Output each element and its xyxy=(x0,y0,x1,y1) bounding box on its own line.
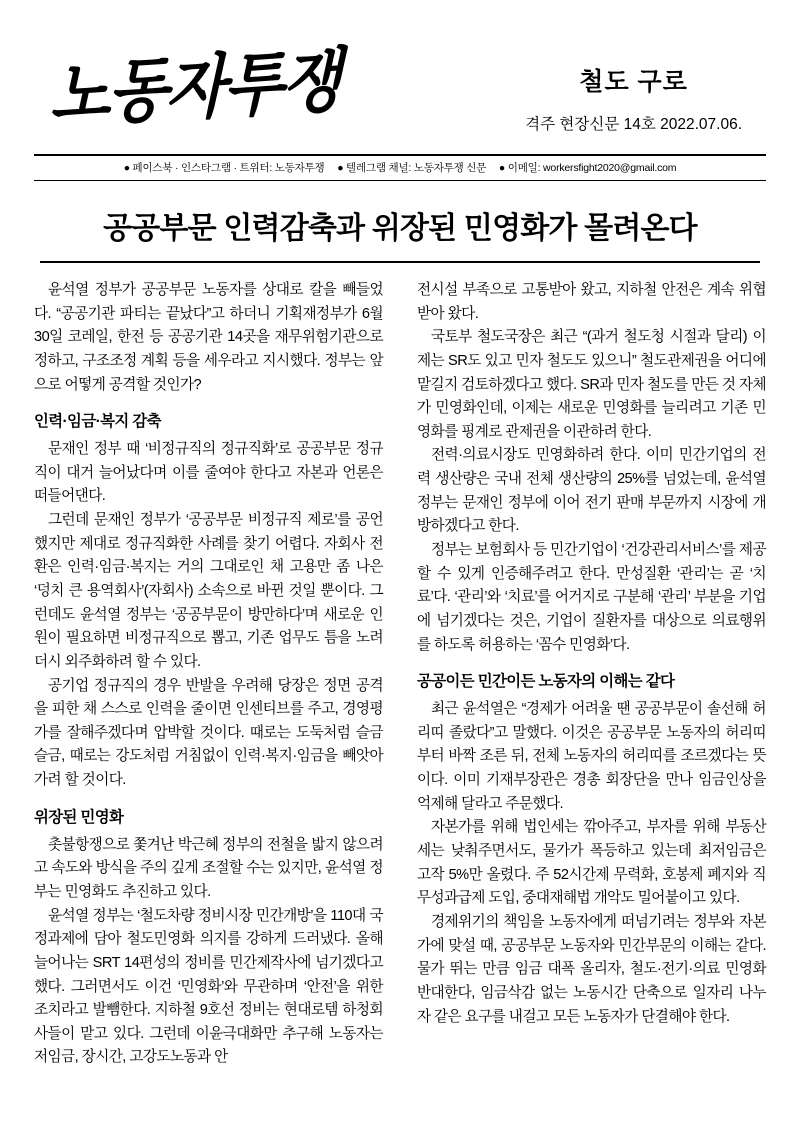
contact-separator-1 xyxy=(327,162,337,174)
body-paragraph: 윤석열 정부는 ‘철도차량 정비시장 민간개방’을 110대 국정과제에 담아 철도민영화 의지를 강하게 드러냈다. 올해 늘어나는 SRT 14편성의 정비를 민간제작사에 넘기겠다고 했다. 그러면서도 이건 ‘민영화’와 무관하며 ‘안전’을 위한 조치라고 발뺌한다. 지하철 9호선 정비는 현대로템 하청회사들이 맡고 있다. 그런데 이윤극대화만 추구해 노동자는 저임금, 장시간, 고강도노동과 안 xyxy=(34,907,383,1066)
body-paragraph: 전시설 부족으로 고통받아 왔고, 지하철 안전은 계속 위협받아 왔다. xyxy=(417,282,766,322)
body-paragraph: 정부는 보험회사 등 민간기업이 ‘건강관리서비스’를 제공할 수 있게 인증해주려고 한다. 만성질환 ‘관리’는 곧 ‘치료’다. ‘관리’와 ‘치료’를 어거지로 구분해 ‘관리’ 부분을 기업에 넘기겠다는 것은, 기업이 질환자를 대상으로 의료행위를 하도록 허용하는 ‘꼼수 민영화’다. xyxy=(417,542,766,653)
body-paragraph: 그런데 문재인 정부가 ‘공공부문 비정규직 제로’를 공언했지만 제대로 정규직화한 사례를 찾기 어렵다. 자회사 전환은 인력·임금·복지는 거의 그대로인 채 고용만 좀 나은 ‘덩치 큰 용역회사’(자회사) 소속으로 바뀐 것일 뿐이다. 그런데도 윤석열 정부는 ‘공공부문이 방만하다’며 새로운 인원이 필요하면 비정규직으로 뽑고, 기존 업무도 틈을 노려 더시 외주화하려 할 수 있다. xyxy=(34,512,383,670)
body-paragraph: 문재인 정부 때 ‘비정규직의 정규직화’로 공공부문 정규직이 대거 늘어났다며 이를 줄여야 한다고 자본과 언론은 떠들어댄다. xyxy=(34,441,383,505)
article-body xyxy=(34,279,766,1070)
body-paragraph: 경제위기의 책임을 노동자에게 떠넘기려는 정부와 자본가에 맞설 때, 공공부문 노동자와 민간부문의 이해는 같다. 물가 뛰는 만큼 임금 대폭 올리자, 철도·전기·의료 민영화 반대한다, 임금삭감 없는 노동시간 단축으로 일자리 나누자 같은 요구를 내걸고 모든 노동자가 단결해야 한다. xyxy=(417,913,766,1025)
body-paragraph: 최근 윤석열은 “경제가 어려울 땐 공공부문이 솔선해 허리띠 졸랐다”고 말했다. 이것은 공공부문 노동자의 허리띠부터 바짝 조른 뒤, 전체 노동자의 허리띠를 조르겠다는 뜻이다. 이미 기재부장관은 경총 회장단을 만나 임금인상을 억제해 달라고 주문했다. xyxy=(417,701,766,812)
masthead xyxy=(34,36,766,144)
body-paragraph: 공기업 정규직의 경우 반발을 우려해 당장은 정면 공격을 피한 채 스스로 인력을 줄이면 인센티브를 주고, 경영평가를 잘해주겠다며 압박할 것이다. 때로는 도둑처럼 슬금슬금, 때로는 강도처럼 거침없이 인력·복지·임금을 빼앗아가려 할 것이다. xyxy=(34,677,383,789)
article-headline: 공공부문 인력감축과 위장된 민영화가 몰려온다 xyxy=(103,212,697,245)
left-column xyxy=(34,279,400,1070)
body-paragraph: 국토부 철도국장은 최근 “(과거 철도청 시절과 달리) 이제는 SR도 있고 민자 철도도 있으니” 철도관제권을 어디에 맡길지 검토하겠다고 했다. SR과 민자 철도를 만든 것 자체가 민영화인데, 이제는 새로운 민영화를 늘리려고 기존 민영화를 핑계로 관제권을 이관하려 한다. xyxy=(417,329,766,440)
issue-line: 격주 현장신문 14호 2022.07.06. xyxy=(525,116,742,133)
body-paragraph: 윤석열 정부가 공공부문 노동자를 상대로 칼을 빼들었다. “공공기관 파티는 끝났다”고 하더니 기획재정부가 6월 30일 코레일, 한전 등 공공기관 14곳을 재무위험기관으로 정하고, 구조조정 계획 등을 세우라고 지시했다. 정부는 앞으로 어떻게 공격할 것인가? xyxy=(34,282,383,393)
body-paragraph: 전력·의료시장도 민영화하려 한다. 이미 민간기업의 전력 생산량은 국내 전체 생산량의 25%를 넘었는데, 윤석열 정부는 문재인 정부에 이어 전기 판매 부문까지 시장에 개방하겠다고 한다. xyxy=(417,447,766,535)
right-column xyxy=(400,279,766,1070)
contact-separator-2 xyxy=(489,162,499,174)
headline-rule xyxy=(40,261,760,263)
body-paragraph: 촛불항쟁으로 쫓겨난 박근혜 정부의 전철을 밟지 않으려고 속도와 방식을 주의 깊게 조절할 수는 있지만, 윤석열 정부는 민영화도 추진하고 있다. xyxy=(34,836,383,900)
section-subheading: 인력·임금·복지 감축 xyxy=(34,413,161,431)
section-subheading: 위장된 민영화 xyxy=(34,808,124,826)
body-paragraph: 자본가를 위해 법인세는 깎아주고, 부자를 위해 부동산세는 낮춰주면서도, 물가가 폭등하고 있는데 최저임금은 고작 5%만 올렸다. 주 52시간제 무력화, 호봉제 폐지와 직무성과급제 도입, 중대재해법 개악도 밀어붙이고 있다. xyxy=(417,819,766,907)
contact-bar xyxy=(34,154,766,181)
contact-telegram: ● 텔레그램 채널: 노동자투쟁 신문 xyxy=(337,162,487,174)
section-subheading: 공공이든 민간이든 노동자의 이해는 같다 xyxy=(417,673,675,691)
masthead-info xyxy=(525,62,756,144)
contact-sns: ● 페이스북 · 인스타그램 · 트위터: 노동자투쟁 xyxy=(123,162,325,174)
paper-section: 철도 구로 xyxy=(579,68,688,96)
newspaper-logo: 노동자투쟁 xyxy=(50,39,340,137)
contact-email: ● 이메일: workersfight2020@gmail.com xyxy=(498,162,677,174)
